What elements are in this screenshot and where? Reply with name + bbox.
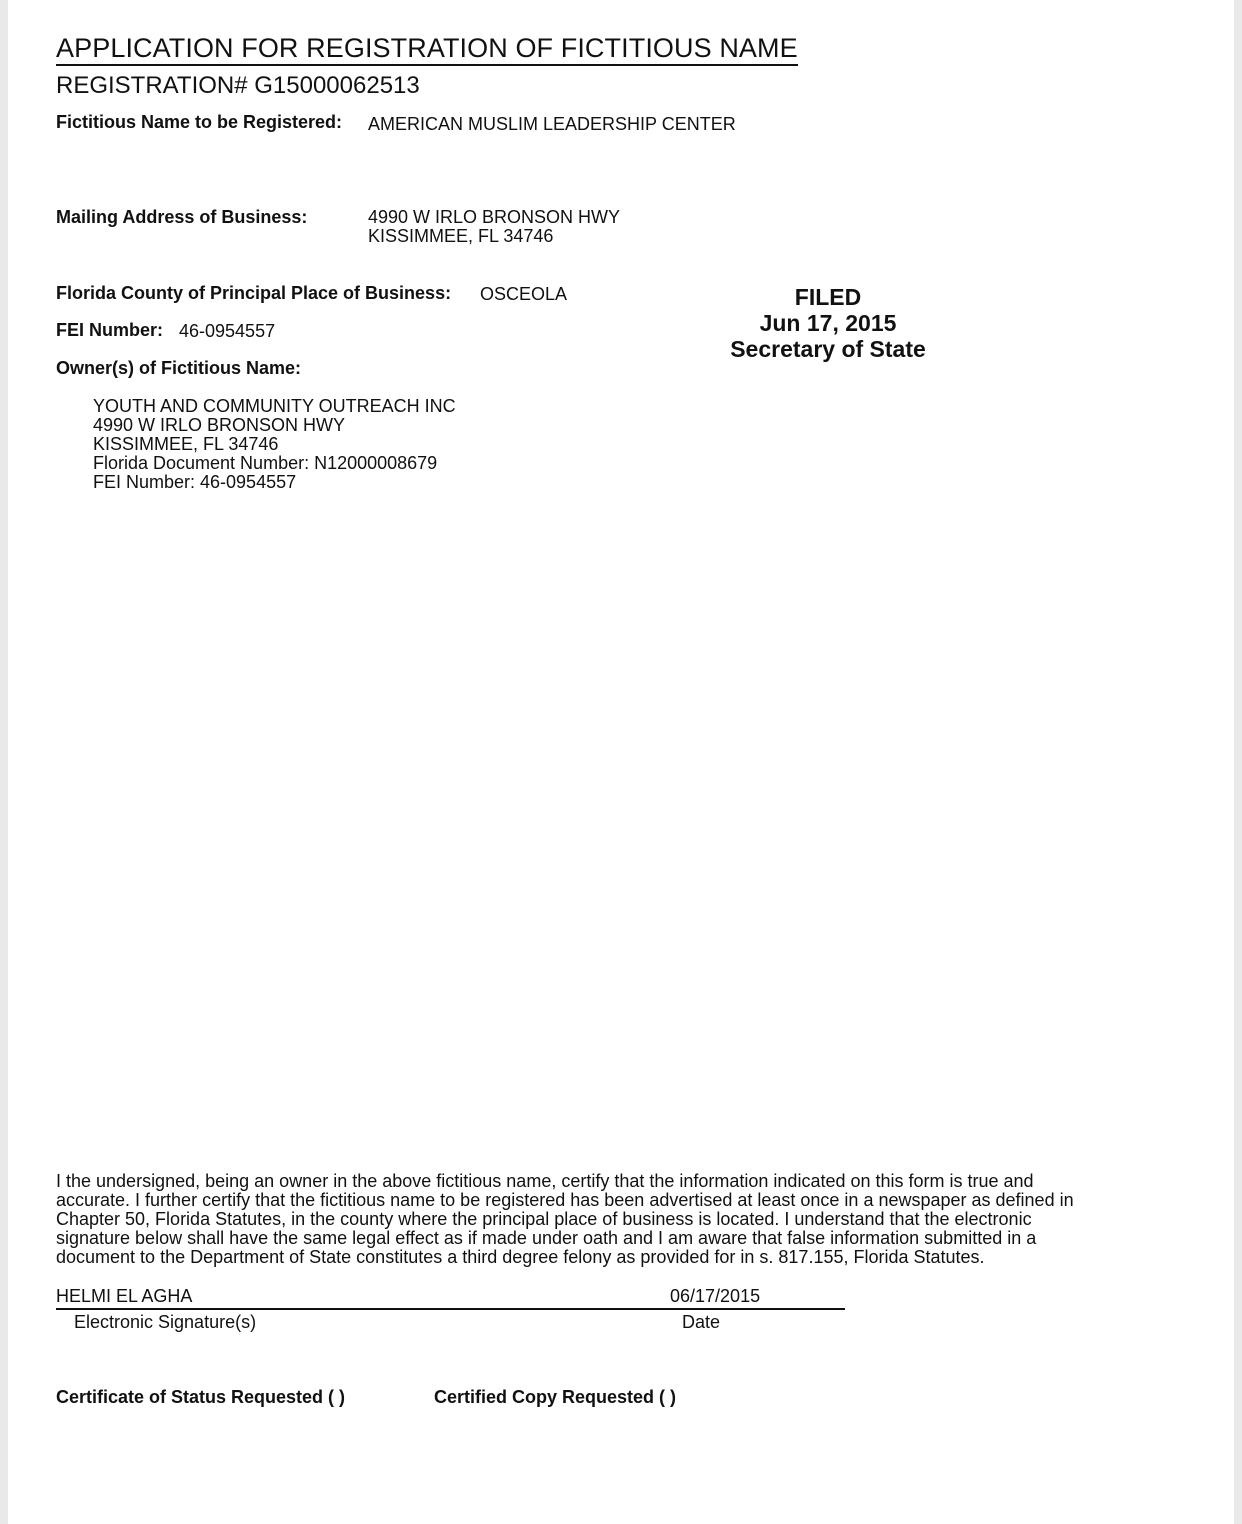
owner-line: FEI Number: 46-0954557 [93, 472, 297, 492]
mailing-address-label: Mailing Address of Business: [56, 207, 308, 227]
document-title: APPLICATION FOR REGISTRATION OF FICTITIOUS NAME [56, 32, 798, 66]
owner-line: 4990 W IRLO BRONSON HWY [93, 415, 346, 435]
fictitious-name-value: AMERICAN MUSLIM LEADERSHIP CENTER [368, 114, 736, 134]
registration-number: REGISTRATION# G15000062513 [56, 72, 420, 99]
owner-line: YOUTH AND COMMUNITY OUTREACH INC [93, 396, 456, 416]
owner-line: KISSIMMEE, FL 34746 [93, 434, 279, 454]
filed-stamp [708, 284, 948, 362]
document-page [8, 0, 1234, 1524]
date-caption: Date [682, 1312, 721, 1332]
stamp-secretary: Secretary of State [730, 336, 926, 362]
fei-label: FEI Number: [56, 320, 164, 340]
signature-date: 06/17/2015 [670, 1286, 761, 1306]
fei-value: 46-0954557 [179, 321, 276, 341]
certificate-of-status-request: Certificate of Status Requested ( ) [56, 1387, 346, 1407]
county-value: OSCEOLA [480, 284, 568, 304]
signature-line [56, 1308, 845, 1310]
certified-copy-request: Certified Copy Requested ( ) [434, 1387, 677, 1407]
mailing-address-block [368, 208, 620, 246]
signature-name: HELMI EL AGHA [56, 1286, 193, 1306]
signature-caption: Electronic Signature(s) [74, 1312, 257, 1332]
stamp-date: Jun 17, 2015 [759, 310, 897, 336]
stamp-filed: FILED [794, 284, 862, 310]
mailing-address-line2: KISSIMMEE, FL 34746 [368, 226, 554, 246]
mailing-address-line1: 4990 W IRLO BRONSON HWY [368, 207, 621, 227]
certification-text: I the undersigned, being an owner in the above fictitious name, certify that the information indicated on this form is true and accurate. I further certify that the fictitious name to be registered has been advertised at least once in a newspaper as defined in Chapter 50, Florida Statutes, in the county where the principal place of business is located. I understand that the electronic signature below shall have the same legal effect as if made under oath and I am aware that false information submitted in a document to the Department of State constitutes a third degree felony as provided for in s. 817.155, Florida Statutes. [56, 1171, 1074, 1267]
owners-label: Owner(s) of Fictitious Name: [56, 358, 302, 378]
owner-line: Florida Document Number: N12000008679 [93, 453, 438, 473]
owner-block [93, 397, 456, 492]
county-label: Florida County of Principal Place of Business: [56, 283, 452, 303]
fictitious-name-label: Fictitious Name to be Registered: [56, 112, 343, 132]
